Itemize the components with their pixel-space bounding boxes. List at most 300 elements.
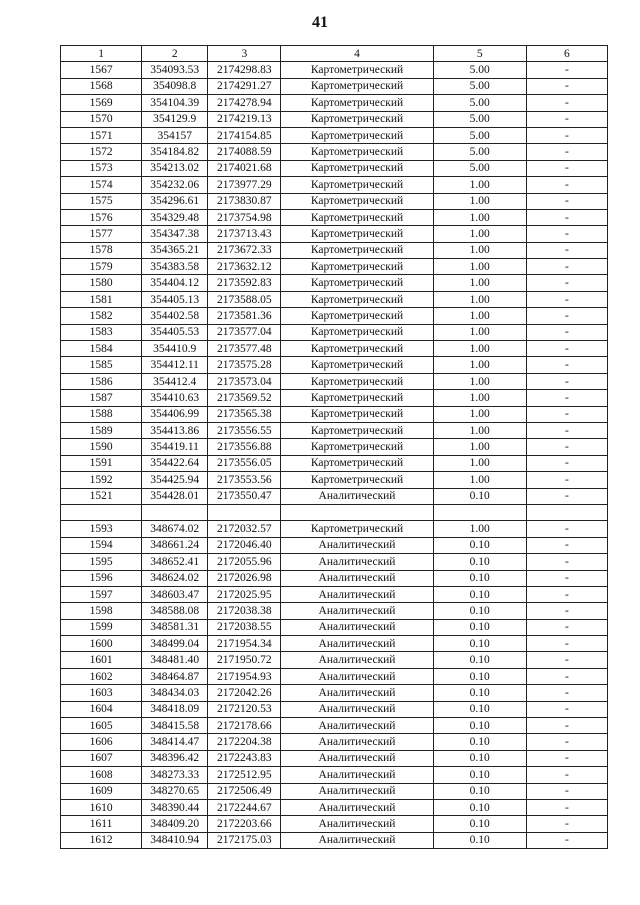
point-number-cell: 1584 xyxy=(61,341,142,357)
x-coordinate-cell: 348499.04 xyxy=(142,636,208,652)
accuracy-cell: 0.10 xyxy=(433,701,526,717)
method-cell: Картометрический xyxy=(281,177,433,193)
note-cell: - xyxy=(526,177,607,193)
point-number-cell: 1571 xyxy=(61,127,142,143)
y-coordinate-cell: 2173592.83 xyxy=(208,275,281,291)
point-number-cell: 1575 xyxy=(61,193,142,209)
y-coordinate-cell: 2173556.88 xyxy=(208,439,281,455)
y-coordinate-cell: 2172025.95 xyxy=(208,586,281,602)
method-cell: Картометрический xyxy=(281,324,433,340)
method-cell: Картометрический xyxy=(281,259,433,275)
x-coordinate-cell: 348414.47 xyxy=(142,734,208,750)
point-number-cell: 1606 xyxy=(61,734,142,750)
x-coordinate-cell: 354413.86 xyxy=(142,422,208,438)
note-cell: - xyxy=(526,308,607,324)
x-coordinate-cell: 348588.08 xyxy=(142,603,208,619)
note-cell: - xyxy=(526,439,607,455)
accuracy-cell: 1.00 xyxy=(433,341,526,357)
note-cell: - xyxy=(526,275,607,291)
method-cell: Картометрический xyxy=(281,193,433,209)
x-coordinate-cell: 354405.13 xyxy=(142,291,208,307)
table-row xyxy=(61,488,608,504)
point-number-cell: 1570 xyxy=(61,111,142,127)
point-number-cell: 1572 xyxy=(61,144,142,160)
note-cell: - xyxy=(526,488,607,504)
x-coordinate-cell: 354296.61 xyxy=(142,193,208,209)
note-cell: - xyxy=(526,111,607,127)
table-row xyxy=(61,341,608,357)
note-cell: - xyxy=(526,341,607,357)
method-cell: Картометрический xyxy=(281,390,433,406)
note-cell: - xyxy=(526,734,607,750)
table-row xyxy=(61,685,608,701)
y-coordinate-cell: 2173569.52 xyxy=(208,390,281,406)
x-coordinate-cell: 354184.82 xyxy=(142,144,208,160)
accuracy-cell: 1.00 xyxy=(433,373,526,389)
x-coordinate-cell: 348390.44 xyxy=(142,799,208,815)
x-coordinate-cell: 354405.53 xyxy=(142,324,208,340)
point-number-cell: 1582 xyxy=(61,308,142,324)
note-cell: - xyxy=(526,422,607,438)
x-coordinate-cell: 354329.48 xyxy=(142,209,208,225)
point-number-cell: 1595 xyxy=(61,554,142,570)
table-row xyxy=(61,160,608,176)
note-cell: - xyxy=(526,357,607,373)
point-number-cell: 1568 xyxy=(61,78,142,94)
note-cell: - xyxy=(526,586,607,602)
accuracy-cell: 0.10 xyxy=(433,537,526,553)
note-cell xyxy=(526,504,607,520)
point-number-cell: 1588 xyxy=(61,406,142,422)
note-cell: - xyxy=(526,750,607,766)
point-number-cell: 1599 xyxy=(61,619,142,635)
table-row xyxy=(61,62,608,78)
table-row xyxy=(61,472,608,488)
table-row xyxy=(61,652,608,668)
note-cell: - xyxy=(526,767,607,783)
point-number-cell: 1593 xyxy=(61,521,142,537)
point-number-cell: 1581 xyxy=(61,291,142,307)
x-coordinate-cell: 348418.09 xyxy=(142,701,208,717)
table-row xyxy=(61,373,608,389)
point-number-cell: 1590 xyxy=(61,439,142,455)
note-cell: - xyxy=(526,619,607,635)
x-coordinate-cell: 354383.58 xyxy=(142,259,208,275)
point-number-cell: 1608 xyxy=(61,767,142,783)
accuracy-cell: 1.00 xyxy=(433,308,526,324)
method-cell: Картометрический xyxy=(281,226,433,242)
table-row xyxy=(61,111,608,127)
method-cell: Картометрический xyxy=(281,373,433,389)
note-cell: - xyxy=(526,259,607,275)
table-row xyxy=(61,767,608,783)
y-coordinate-cell: 2172046.40 xyxy=(208,537,281,553)
accuracy-cell: 0.10 xyxy=(433,750,526,766)
table-row xyxy=(61,193,608,209)
method-cell: Картометрический xyxy=(281,78,433,94)
table-row xyxy=(61,603,608,619)
note-cell: - xyxy=(526,406,607,422)
method-cell: Аналитический xyxy=(281,734,433,750)
method-cell: Картометрический xyxy=(281,242,433,258)
point-number-cell: 1603 xyxy=(61,685,142,701)
method-cell: Картометрический xyxy=(281,472,433,488)
method-cell: Картометрический xyxy=(281,291,433,307)
table-row xyxy=(61,308,608,324)
table-row xyxy=(61,816,608,832)
note-cell: - xyxy=(526,636,607,652)
x-coordinate-cell: 348409.20 xyxy=(142,816,208,832)
accuracy-cell: 1.00 xyxy=(433,242,526,258)
table-row xyxy=(61,504,608,520)
y-coordinate-cell: 2173553.56 xyxy=(208,472,281,488)
y-coordinate-cell: 2173577.48 xyxy=(208,341,281,357)
accuracy-cell: 1.00 xyxy=(433,521,526,537)
y-coordinate-cell: 2174219.13 xyxy=(208,111,281,127)
table-row xyxy=(61,832,608,848)
column-header-4: 4 xyxy=(281,46,433,62)
accuracy-cell: 0.10 xyxy=(433,554,526,570)
point-number-cell: 1612 xyxy=(61,832,142,848)
method-cell: Картометрический xyxy=(281,406,433,422)
point-number-cell: 1521 xyxy=(61,488,142,504)
y-coordinate-cell: 2172038.38 xyxy=(208,603,281,619)
y-coordinate-cell: 2172243.83 xyxy=(208,750,281,766)
x-coordinate-cell: 354406.99 xyxy=(142,406,208,422)
accuracy-cell: 1.00 xyxy=(433,324,526,340)
note-cell: - xyxy=(526,144,607,160)
x-coordinate-cell: 354410.9 xyxy=(142,341,208,357)
method-cell: Картометрический xyxy=(281,455,433,471)
accuracy-cell: 1.00 xyxy=(433,226,526,242)
x-coordinate-cell: 354428.01 xyxy=(142,488,208,504)
method-cell: Картометрический xyxy=(281,357,433,373)
y-coordinate-cell: 2173577.04 xyxy=(208,324,281,340)
method-cell: Картометрический xyxy=(281,160,433,176)
method-cell: Аналитический xyxy=(281,767,433,783)
point-number-cell xyxy=(61,504,142,520)
accuracy-cell: 1.00 xyxy=(433,177,526,193)
y-coordinate-cell: 2173565.38 xyxy=(208,406,281,422)
method-cell: Аналитический xyxy=(281,570,433,586)
y-coordinate-cell: 2174021.68 xyxy=(208,160,281,176)
point-number-cell: 1594 xyxy=(61,537,142,553)
accuracy-cell: 1.00 xyxy=(433,390,526,406)
y-coordinate-cell: 2172512.95 xyxy=(208,767,281,783)
accuracy-cell: 1.00 xyxy=(433,357,526,373)
y-coordinate-cell: 2173573.04 xyxy=(208,373,281,389)
note-cell: - xyxy=(526,291,607,307)
x-coordinate-cell: 354129.9 xyxy=(142,111,208,127)
point-number-cell: 1586 xyxy=(61,373,142,389)
method-cell: Аналитический xyxy=(281,537,433,553)
method-cell: Картометрический xyxy=(281,521,433,537)
accuracy-cell xyxy=(433,504,526,520)
x-coordinate-cell: 354098.8 xyxy=(142,78,208,94)
x-coordinate-cell: 354422.64 xyxy=(142,455,208,471)
table-row xyxy=(61,127,608,143)
coordinates-table xyxy=(60,45,608,849)
table-row xyxy=(61,275,608,291)
accuracy-cell: 0.10 xyxy=(433,586,526,602)
table-row xyxy=(61,357,608,373)
method-cell: Картометрический xyxy=(281,62,433,78)
point-number-cell: 1609 xyxy=(61,783,142,799)
method-cell: Аналитический xyxy=(281,668,433,684)
y-coordinate-cell: 2171954.93 xyxy=(208,668,281,684)
x-coordinate-cell: 348603.47 xyxy=(142,586,208,602)
accuracy-cell: 0.10 xyxy=(433,734,526,750)
method-cell: Аналитический xyxy=(281,685,433,701)
accuracy-cell: 0.10 xyxy=(433,570,526,586)
method-cell: Картометрический xyxy=(281,422,433,438)
column-header-5: 5 xyxy=(433,46,526,62)
accuracy-cell: 1.00 xyxy=(433,275,526,291)
y-coordinate-cell: 2172120.53 xyxy=(208,701,281,717)
x-coordinate-cell: 354419.11 xyxy=(142,439,208,455)
column-header-6: 6 xyxy=(526,46,607,62)
note-cell: - xyxy=(526,554,607,570)
y-coordinate-cell: 2174278.94 xyxy=(208,95,281,111)
note-cell: - xyxy=(526,209,607,225)
accuracy-cell: 0.10 xyxy=(433,488,526,504)
note-cell: - xyxy=(526,324,607,340)
method-cell: Картометрический xyxy=(281,439,433,455)
x-coordinate-cell: 348415.58 xyxy=(142,718,208,734)
y-coordinate-cell: 2174154.85 xyxy=(208,127,281,143)
point-number-cell: 1610 xyxy=(61,799,142,815)
method-cell: Аналитический xyxy=(281,554,433,570)
x-coordinate-cell: 354104.39 xyxy=(142,95,208,111)
x-coordinate-cell: 348481.40 xyxy=(142,652,208,668)
accuracy-cell: 1.00 xyxy=(433,472,526,488)
accuracy-cell: 0.10 xyxy=(433,685,526,701)
table-row xyxy=(61,78,608,94)
method-cell: Картометрический xyxy=(281,209,433,225)
x-coordinate-cell: 348410.94 xyxy=(142,832,208,848)
y-coordinate-cell: 2172178.66 xyxy=(208,718,281,734)
note-cell: - xyxy=(526,242,607,258)
note-cell: - xyxy=(526,95,607,111)
x-coordinate-cell: 354404.12 xyxy=(142,275,208,291)
table-row xyxy=(61,226,608,242)
method-cell: Аналитический xyxy=(281,652,433,668)
x-coordinate-cell: 348581.31 xyxy=(142,619,208,635)
table-header xyxy=(61,46,608,62)
point-number-cell: 1587 xyxy=(61,390,142,406)
accuracy-cell: 5.00 xyxy=(433,95,526,111)
note-cell: - xyxy=(526,78,607,94)
table-row xyxy=(61,636,608,652)
x-coordinate-cell: 348674.02 xyxy=(142,521,208,537)
x-coordinate-cell: 354412.11 xyxy=(142,357,208,373)
x-coordinate-cell: 354232.06 xyxy=(142,177,208,193)
method-cell: Аналитический xyxy=(281,586,433,602)
point-number-cell: 1579 xyxy=(61,259,142,275)
table-row xyxy=(61,668,608,684)
x-coordinate-cell: 348624.02 xyxy=(142,570,208,586)
y-coordinate-cell: 2172175.03 xyxy=(208,832,281,848)
x-coordinate-cell: 354412.4 xyxy=(142,373,208,389)
table-row xyxy=(61,521,608,537)
y-coordinate-cell: 2172026.98 xyxy=(208,570,281,586)
table-row xyxy=(61,390,608,406)
method-cell: Аналитический xyxy=(281,832,433,848)
accuracy-cell: 0.10 xyxy=(433,668,526,684)
method-cell: Картометрический xyxy=(281,111,433,127)
point-number-cell: 1602 xyxy=(61,668,142,684)
table-row xyxy=(61,259,608,275)
point-number-cell: 1589 xyxy=(61,422,142,438)
point-number-cell: 1596 xyxy=(61,570,142,586)
accuracy-cell: 0.10 xyxy=(433,636,526,652)
point-number-cell: 1605 xyxy=(61,718,142,734)
accuracy-cell: 5.00 xyxy=(433,62,526,78)
accuracy-cell: 0.10 xyxy=(433,832,526,848)
x-coordinate-cell: 348434.03 xyxy=(142,685,208,701)
note-cell: - xyxy=(526,816,607,832)
point-number-cell: 1604 xyxy=(61,701,142,717)
y-coordinate-cell: 2173550.47 xyxy=(208,488,281,504)
table-row xyxy=(61,95,608,111)
method-cell: Аналитический xyxy=(281,701,433,717)
accuracy-cell: 5.00 xyxy=(433,78,526,94)
accuracy-cell: 0.10 xyxy=(433,799,526,815)
method-cell: Аналитический xyxy=(281,799,433,815)
y-coordinate-cell: 2173575.28 xyxy=(208,357,281,373)
method-cell: Аналитический xyxy=(281,783,433,799)
note-cell: - xyxy=(526,193,607,209)
point-number-cell: 1591 xyxy=(61,455,142,471)
method-cell: Картометрический xyxy=(281,144,433,160)
point-number-cell: 1567 xyxy=(61,62,142,78)
accuracy-cell: 5.00 xyxy=(433,127,526,143)
y-coordinate-cell: 2173830.87 xyxy=(208,193,281,209)
note-cell: - xyxy=(526,783,607,799)
accuracy-cell: 5.00 xyxy=(433,160,526,176)
table-row xyxy=(61,455,608,471)
table-row xyxy=(61,570,608,586)
x-coordinate-cell: 354425.94 xyxy=(142,472,208,488)
y-coordinate-cell: 2172204.38 xyxy=(208,734,281,750)
method-cell: Аналитический xyxy=(281,816,433,832)
note-cell: - xyxy=(526,668,607,684)
point-number-cell: 1576 xyxy=(61,209,142,225)
note-cell: - xyxy=(526,799,607,815)
method-cell: Картометрический xyxy=(281,308,433,324)
table-row xyxy=(61,422,608,438)
note-cell: - xyxy=(526,718,607,734)
x-coordinate-cell: 354093.53 xyxy=(142,62,208,78)
point-number-cell: 1607 xyxy=(61,750,142,766)
table-row xyxy=(61,177,608,193)
point-number-cell: 1611 xyxy=(61,816,142,832)
table-row xyxy=(61,701,608,717)
y-coordinate-cell: 2174291.27 xyxy=(208,78,281,94)
point-number-cell: 1583 xyxy=(61,324,142,340)
note-cell: - xyxy=(526,603,607,619)
method-cell: Аналитический xyxy=(281,718,433,734)
point-number-cell: 1580 xyxy=(61,275,142,291)
accuracy-cell: 0.10 xyxy=(433,816,526,832)
table-row xyxy=(61,537,608,553)
x-coordinate-cell: 348652.41 xyxy=(142,554,208,570)
accuracy-cell: 0.10 xyxy=(433,619,526,635)
table-body xyxy=(61,62,608,849)
page-number: 41 xyxy=(312,14,328,31)
table-row xyxy=(61,144,608,160)
note-cell: - xyxy=(526,455,607,471)
y-coordinate-cell: 2172506.49 xyxy=(208,783,281,799)
y-coordinate-cell xyxy=(208,504,281,520)
y-coordinate-cell: 2173672.33 xyxy=(208,242,281,258)
column-header-1: 1 xyxy=(61,46,142,62)
x-coordinate-cell: 354402.58 xyxy=(142,308,208,324)
table-row xyxy=(61,291,608,307)
note-cell: - xyxy=(526,701,607,717)
table-row xyxy=(61,439,608,455)
accuracy-cell: 1.00 xyxy=(433,291,526,307)
accuracy-cell: 1.00 xyxy=(433,439,526,455)
method-cell: Аналитический xyxy=(281,488,433,504)
table-row xyxy=(61,619,608,635)
y-coordinate-cell: 2173977.29 xyxy=(208,177,281,193)
point-number-cell: 1574 xyxy=(61,177,142,193)
note-cell: - xyxy=(526,832,607,848)
point-number-cell: 1573 xyxy=(61,160,142,176)
y-coordinate-cell: 2172032.57 xyxy=(208,521,281,537)
note-cell: - xyxy=(526,226,607,242)
point-number-cell: 1598 xyxy=(61,603,142,619)
x-coordinate-cell: 354157 xyxy=(142,127,208,143)
note-cell: - xyxy=(526,127,607,143)
method-cell: Картометрический xyxy=(281,95,433,111)
accuracy-cell: 1.00 xyxy=(433,259,526,275)
y-coordinate-cell: 2172244.67 xyxy=(208,799,281,815)
note-cell: - xyxy=(526,521,607,537)
point-number-cell: 1578 xyxy=(61,242,142,258)
x-coordinate-cell: 348661.24 xyxy=(142,537,208,553)
table-row xyxy=(61,324,608,340)
y-coordinate-cell: 2172203.66 xyxy=(208,816,281,832)
y-coordinate-cell: 2173632.12 xyxy=(208,259,281,275)
x-coordinate-cell: 348270.65 xyxy=(142,783,208,799)
note-cell: - xyxy=(526,390,607,406)
method-cell: Картометрический xyxy=(281,127,433,143)
y-coordinate-cell: 2173581.36 xyxy=(208,308,281,324)
note-cell: - xyxy=(526,160,607,176)
accuracy-cell: 1.00 xyxy=(433,455,526,471)
note-cell: - xyxy=(526,62,607,78)
accuracy-cell: 5.00 xyxy=(433,144,526,160)
y-coordinate-cell: 2173556.55 xyxy=(208,422,281,438)
accuracy-cell: 5.00 xyxy=(433,111,526,127)
note-cell: - xyxy=(526,685,607,701)
point-number-cell: 1601 xyxy=(61,652,142,668)
y-coordinate-cell: 2172042.26 xyxy=(208,685,281,701)
y-coordinate-cell: 2172038.55 xyxy=(208,619,281,635)
accuracy-cell: 1.00 xyxy=(433,422,526,438)
method-cell: Аналитический xyxy=(281,636,433,652)
accuracy-cell: 0.10 xyxy=(433,783,526,799)
y-coordinate-cell: 2173556.05 xyxy=(208,455,281,471)
accuracy-cell: 0.10 xyxy=(433,718,526,734)
y-coordinate-cell: 2174088.59 xyxy=(208,144,281,160)
method-cell: Картометрический xyxy=(281,275,433,291)
y-coordinate-cell: 2173713.43 xyxy=(208,226,281,242)
table-row xyxy=(61,209,608,225)
method-cell: Аналитический xyxy=(281,750,433,766)
